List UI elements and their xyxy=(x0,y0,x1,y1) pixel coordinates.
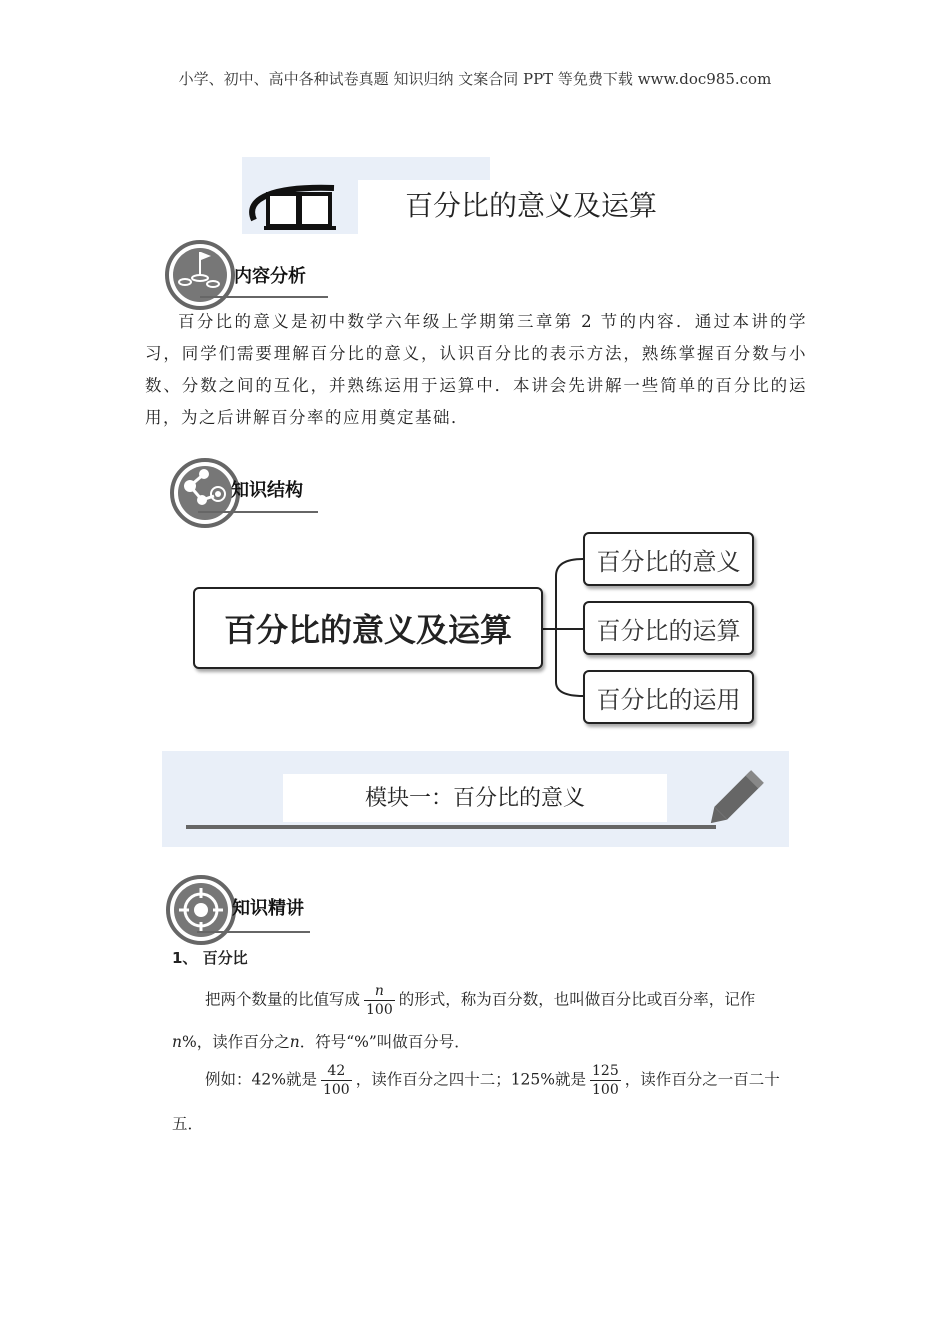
module-underline xyxy=(186,825,716,829)
fraction-numerator: 125 xyxy=(592,1063,619,1079)
section-title-knowledge-lecture: 知识精讲 xyxy=(232,898,304,919)
example-text-b: ，读作百分之四十二；125%就是 xyxy=(355,1070,587,1089)
fraction-n-over-100 xyxy=(364,982,395,1019)
fraction-125-over-100 xyxy=(590,1062,621,1099)
open-book-icon xyxy=(244,178,356,234)
fraction-denominator: 100 xyxy=(322,1082,350,1098)
definition-paragraph xyxy=(205,982,815,1019)
fraction-denominator: 100 xyxy=(366,1002,393,1018)
document-title: 百分比的意义及运算 xyxy=(405,189,658,222)
fraction-numerator: 42 xyxy=(327,1063,346,1079)
target-flag-icon xyxy=(163,238,237,312)
variable-n: n xyxy=(289,1033,300,1051)
variable-n: n xyxy=(172,1033,182,1051)
example-text-c: ，读作百分之一百二十 xyxy=(624,1070,780,1089)
mindmap-center-node: 百分比的意义及运算 xyxy=(193,587,543,669)
item-heading: 1、 百分比 xyxy=(172,949,248,967)
fraction-denominator: 100 xyxy=(592,1082,619,1098)
definition-line2-text: %，读作百分之 xyxy=(181,1033,290,1051)
section-underline xyxy=(197,931,310,933)
section-underline xyxy=(200,296,328,298)
section-underline xyxy=(198,511,318,513)
title-banner-bar xyxy=(242,157,490,180)
crosshair-target-icon xyxy=(164,873,238,947)
example-paragraph-end: 五． xyxy=(172,1115,204,1133)
fraction-numerator: n xyxy=(374,983,384,999)
section-title-content-analysis: 内容分析 xyxy=(234,266,306,287)
definition-paragraph-line2 xyxy=(172,1030,470,1052)
pencil-icon xyxy=(700,760,775,835)
fraction-42-over-100 xyxy=(321,1062,352,1099)
definition-text-start: 把两个数量的比值写成 xyxy=(205,990,361,1009)
section-title-knowledge-structure: 知识结构 xyxy=(231,480,303,501)
intro-paragraph: 百分比的意义是初中数学六年级上学期第三章第 2 节的内容．通过本讲的学习，同学们需要理解百分比的意义，认识百分比的表示方法，熟练掌握百分数与小数、分数之间的互化，并熟练运用于运算中．本讲会先讲解一些简单的百分比的运用，为之后讲解百分率的应用奠定基础． xyxy=(145,312,807,427)
mindmap-node-meaning: 百分比的意义 xyxy=(583,532,754,586)
module-title: 模块一：百分比的意义 xyxy=(364,786,585,811)
mindmap-node-operation: 百分比的运算 xyxy=(583,601,754,655)
definition-text-end: 的形式，称为百分数，也叫做百分比或百分率，记作 xyxy=(398,990,756,1009)
definition-line2-text-end: ．符号“%”叫做百分号． xyxy=(299,1033,470,1051)
mindmap-node-application: 百分比的运用 xyxy=(583,670,754,724)
page-header: 小学、初中、高中各种试卷真题 知识归纳 文案合同 PPT 等免费下载 www.doc985.com xyxy=(178,70,772,88)
example-paragraph xyxy=(205,1062,815,1099)
example-text-a: 例如：42%就是 xyxy=(205,1070,317,1089)
